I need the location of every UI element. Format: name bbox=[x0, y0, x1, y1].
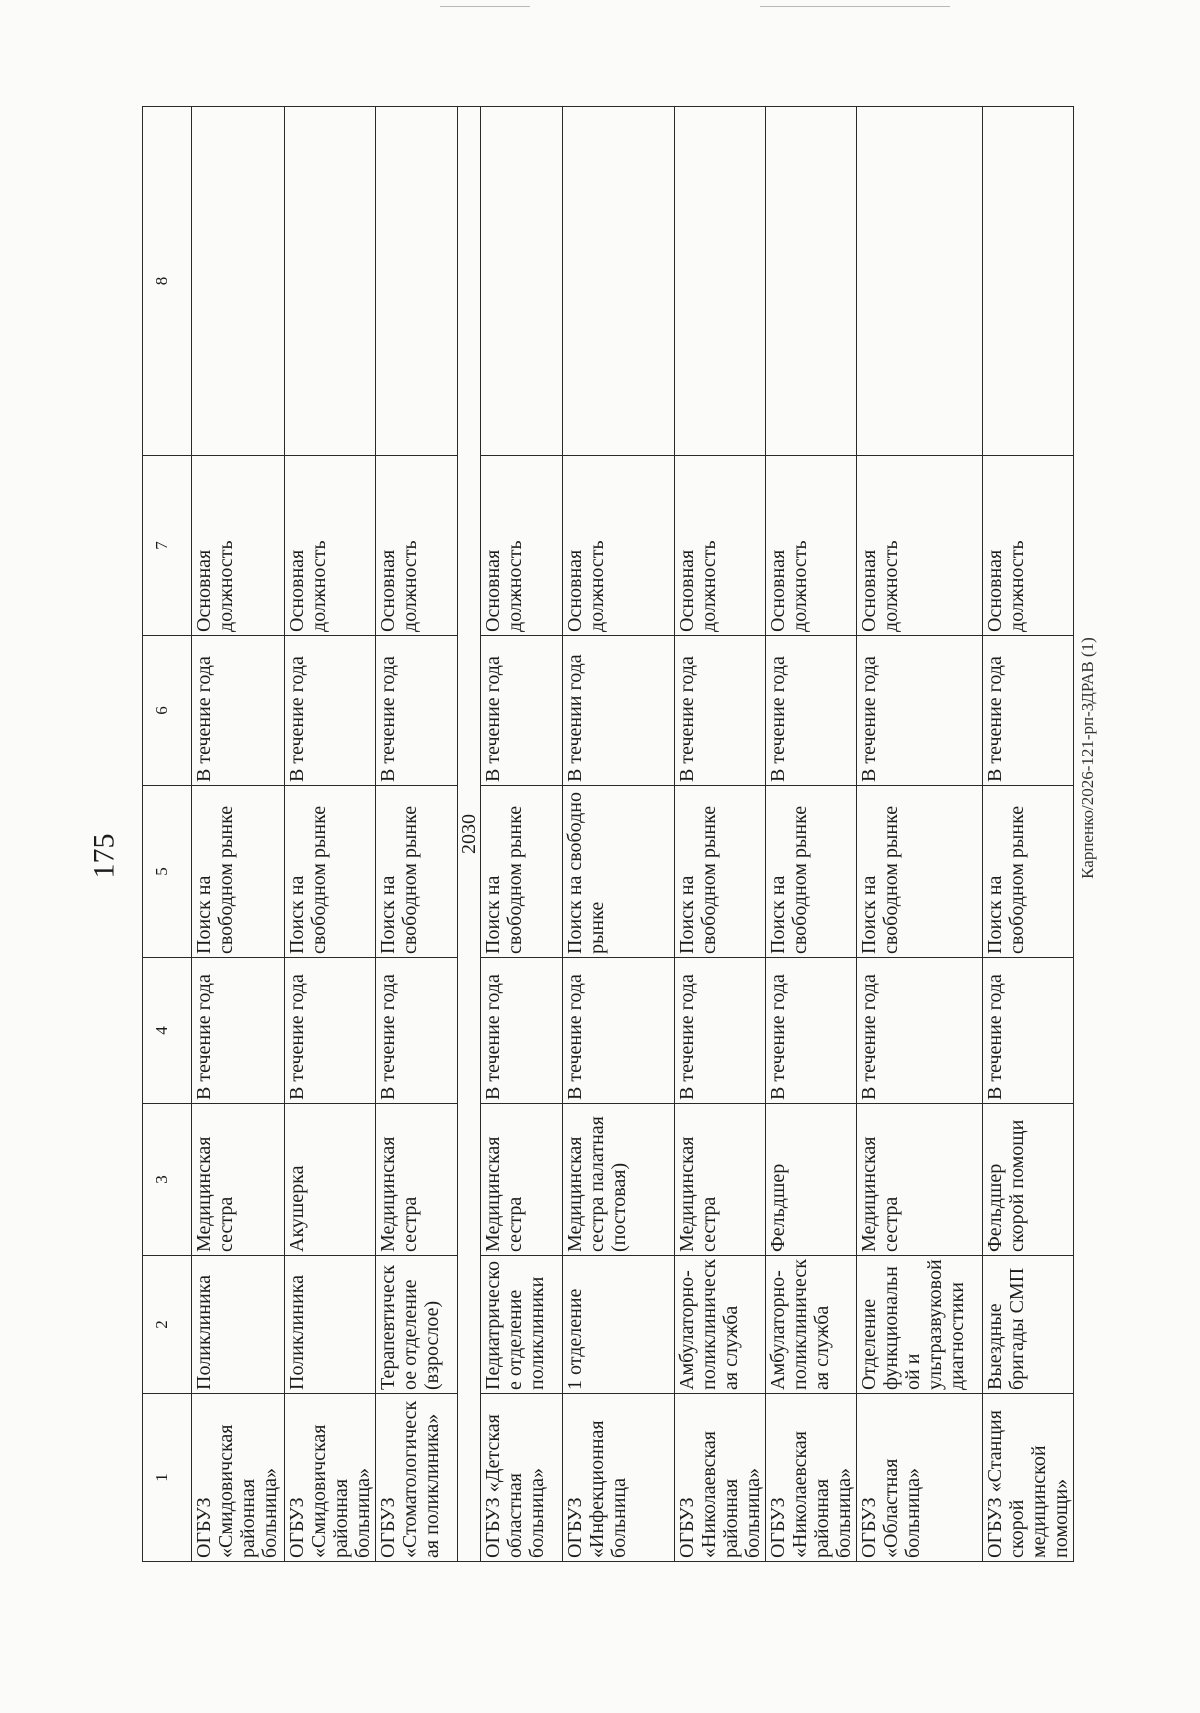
position-cell: Фельдшер bbox=[766, 1104, 857, 1256]
table-row bbox=[192, 107, 285, 1562]
notes-cell bbox=[192, 107, 285, 456]
notes-cell bbox=[481, 107, 563, 456]
notes-cell bbox=[376, 107, 458, 456]
period-cell: В течение года bbox=[983, 636, 1074, 786]
period-cell: В течение года bbox=[675, 636, 766, 786]
search-method-cell: Поиск на свободном рынке bbox=[481, 786, 563, 958]
search-method-cell: Поиск на свободном рынке bbox=[857, 786, 983, 958]
position-cell: Медицинская сестра bbox=[481, 1104, 563, 1256]
table-wrapper bbox=[142, 107, 1200, 1558]
year-row bbox=[458, 107, 481, 1562]
timeframe-cell: В течение года bbox=[675, 958, 766, 1104]
column-number-row bbox=[143, 107, 192, 1562]
position-cell: Акушерка bbox=[285, 1104, 376, 1256]
timeframe-cell: В течение года bbox=[376, 958, 458, 1104]
employment-type-cell: Основная должность bbox=[563, 456, 675, 636]
column-number: 4 bbox=[143, 958, 192, 1104]
period-cell: В течение года bbox=[857, 636, 983, 786]
department-cell: Амбулаторно-поликлиническая служба bbox=[766, 1256, 857, 1394]
employment-type-cell: Основная должность bbox=[481, 456, 563, 636]
column-number: 6 bbox=[143, 636, 192, 786]
column-number: 1 bbox=[143, 1394, 192, 1562]
organization-cell: ОГБУЗ «Стоматологическая поликлиника» bbox=[376, 1394, 458, 1562]
timeframe-cell: В течение года bbox=[563, 958, 675, 1104]
position-cell: Медицинская сестра bbox=[857, 1104, 983, 1256]
column-number: 2 bbox=[143, 1256, 192, 1394]
notes-cell bbox=[563, 107, 675, 456]
column-number: 8 bbox=[143, 107, 192, 456]
period-cell: В течение года bbox=[481, 636, 563, 786]
organization-cell: ОГБУЗ «Инфекционная больница bbox=[563, 1394, 675, 1562]
search-method-cell: Поиск на свободном рынке bbox=[192, 786, 285, 958]
timeframe-cell: В течение года bbox=[285, 958, 376, 1104]
department-cell: Поликлиника bbox=[192, 1256, 285, 1394]
position-cell: Медицинская сестра bbox=[675, 1104, 766, 1256]
employment-type-cell: Основная должность bbox=[675, 456, 766, 636]
column-number: 3 bbox=[143, 1104, 192, 1256]
position-cell: Фельдшер скорой помощи bbox=[983, 1104, 1074, 1256]
document-footer-code: Карпенко/2026-121-рп-ЗДРАВ (1) bbox=[1078, 636, 1097, 879]
department-cell: 1 отделение bbox=[563, 1256, 675, 1394]
column-number: 7 bbox=[143, 456, 192, 636]
notes-cell bbox=[857, 107, 983, 456]
table-row bbox=[481, 107, 563, 1562]
search-method-cell: Поиск на свободном рынке bbox=[285, 786, 376, 958]
position-cell: Медицинская сестра палатная (постовая) bbox=[563, 1104, 675, 1256]
table-row bbox=[766, 107, 857, 1562]
employment-type-cell: Основная должность bbox=[376, 456, 458, 636]
notes-cell bbox=[285, 107, 376, 456]
table-row bbox=[285, 107, 376, 1562]
period-cell: В течение года bbox=[192, 636, 285, 786]
organization-cell: ОГБУЗ «Детская областная больница» bbox=[481, 1394, 563, 1562]
department-cell: Терапевтическое отделение (взрослое) bbox=[376, 1256, 458, 1394]
timeframe-cell: В течение года bbox=[983, 958, 1074, 1104]
timeframe-cell: В течение года bbox=[481, 958, 563, 1104]
search-method-cell: Поиск на свободном рынке bbox=[983, 786, 1074, 958]
staffing-table bbox=[142, 106, 1074, 1562]
organization-cell: ОГБУЗ «Смидовичская районная больница» bbox=[192, 1394, 285, 1562]
employment-type-cell: Основная должность bbox=[192, 456, 285, 636]
timeframe-cell: В течение года bbox=[766, 958, 857, 1104]
table-row bbox=[983, 107, 1074, 1562]
search-method-cell: Поиск на свободно рынке bbox=[563, 786, 675, 958]
department-cell: Педиатрическое отделение поликлиники bbox=[481, 1256, 563, 1394]
employment-type-cell: Основная должность bbox=[983, 456, 1074, 636]
table-row bbox=[675, 107, 766, 1562]
timeframe-cell: В течение года bbox=[192, 958, 285, 1104]
year-label: 2030 bbox=[458, 107, 481, 1562]
department-cell: Амбулаторно-поликлиническая служба bbox=[675, 1256, 766, 1394]
table-row bbox=[563, 107, 675, 1562]
employment-type-cell: Основная должность bbox=[766, 456, 857, 636]
employment-type-cell: Основная должность bbox=[857, 456, 983, 636]
organization-cell: ОГБУЗ «Николаевская районная больница» bbox=[766, 1394, 857, 1562]
scan-artifact-line bbox=[760, 6, 950, 7]
table-row bbox=[376, 107, 458, 1562]
period-cell: В течении года bbox=[563, 636, 675, 786]
period-cell: В течение года bbox=[766, 636, 857, 786]
organization-cell: ОГБУЗ «Николаевская районная больница» bbox=[675, 1394, 766, 1562]
position-cell: Медицинская сестра bbox=[376, 1104, 458, 1256]
search-method-cell: Поиск на свободном рынке bbox=[376, 786, 458, 958]
table-row bbox=[857, 107, 983, 1562]
period-cell: В течение года bbox=[285, 636, 376, 786]
notes-cell bbox=[983, 107, 1074, 456]
organization-cell: ОГБУЗ «Станция скорой медицинской помощи» bbox=[983, 1394, 1074, 1562]
timeframe-cell: В течение года bbox=[857, 958, 983, 1104]
page-number: 175 bbox=[87, 833, 120, 879]
department-cell: Поликлиника bbox=[285, 1256, 376, 1394]
period-cell: В течение года bbox=[376, 636, 458, 786]
organization-cell: ОГБУЗ «Областная больница» bbox=[857, 1394, 983, 1562]
organization-cell: ОГБУЗ «Смидовичская районная больница» bbox=[285, 1394, 376, 1562]
department-cell: Выездные бригады СМП bbox=[983, 1256, 1074, 1394]
position-cell: Медицинская сестра bbox=[192, 1104, 285, 1256]
scan-artifact-line bbox=[440, 6, 530, 7]
search-method-cell: Поиск на свободном рынке bbox=[675, 786, 766, 958]
employment-type-cell: Основная должность bbox=[285, 456, 376, 636]
notes-cell bbox=[766, 107, 857, 456]
search-method-cell: Поиск на свободном рынке bbox=[766, 786, 857, 958]
notes-cell bbox=[675, 107, 766, 456]
department-cell: Отделение функциональной и ультразвуковой диагностики bbox=[857, 1256, 983, 1394]
column-number: 5 bbox=[143, 786, 192, 958]
